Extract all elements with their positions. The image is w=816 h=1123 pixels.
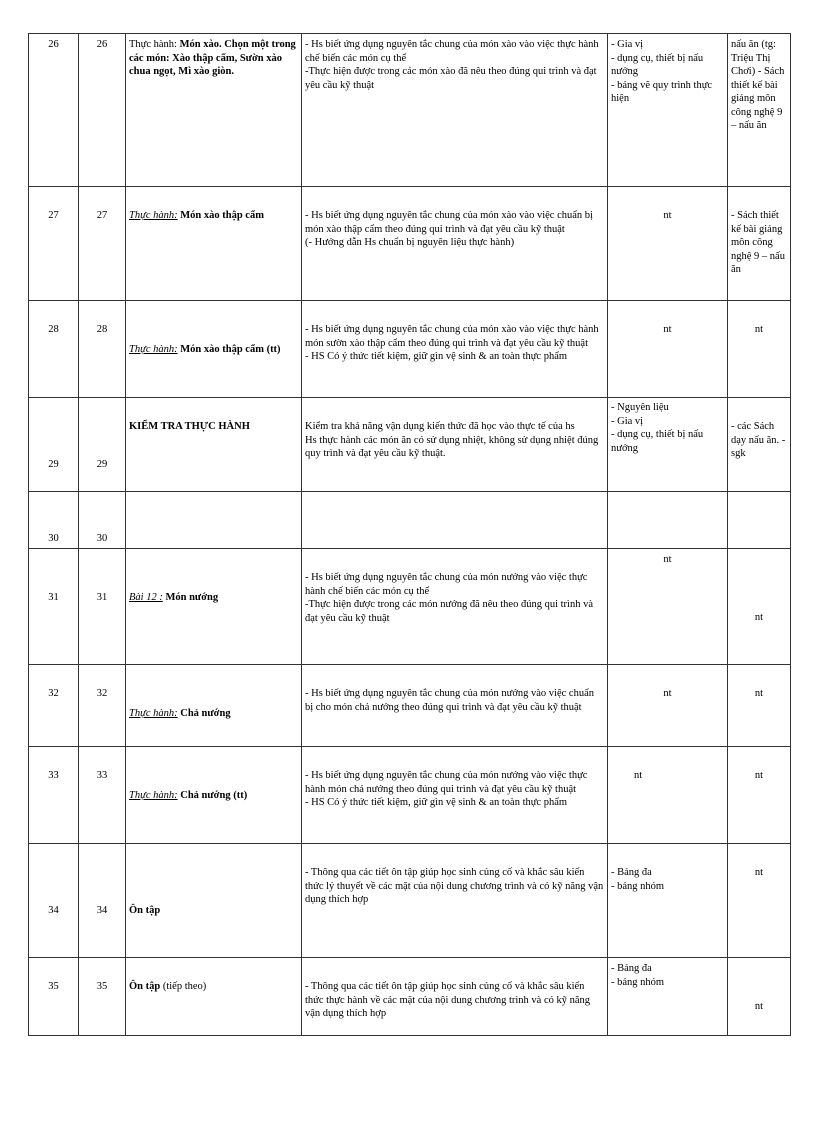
references: nt [754, 324, 764, 335]
lesson-name [129, 38, 298, 79]
period-number: 29 [96, 459, 108, 470]
period-number: 30 [96, 533, 108, 544]
lesson-prefix: Thực hành: [129, 708, 178, 719]
lesson-name [129, 980, 298, 994]
row-number: 32 [48, 688, 59, 699]
objective-line: - HS Có ý thức tiết kiệm, giữ gìn vệ sinh & an toàn thực phẩm [305, 351, 568, 362]
objective-line: - Hs biết ứng dụng nguyên tắc chung của món nướng vào việc chuẩn bị cho món chả nướng theo đúng qui trình và đạt yêu cầu kỹ thuật [305, 688, 594, 713]
table-row [29, 747, 791, 844]
material-line: - Bảng đa [611, 867, 652, 878]
table-row [29, 187, 791, 301]
lesson-name [129, 591, 298, 605]
lesson-name [129, 707, 298, 721]
materials: nt [634, 770, 643, 781]
references: nt [754, 688, 764, 699]
lesson-objectives [305, 38, 604, 92]
materials [611, 38, 724, 106]
lesson-objectives [305, 571, 604, 625]
material-line: - bảng nhóm [611, 880, 665, 892]
row-number: 26 [48, 39, 59, 50]
objective-line: -Thực hiện được trong các món xào đã nêu theo đúng qui trình và đạt yêu cầu kỹ thuật [305, 66, 597, 91]
materials: nt [663, 210, 672, 221]
material-line: - Bảng đa [611, 963, 652, 974]
row-number: 27 [48, 210, 59, 221]
materials: nt [663, 324, 672, 335]
lesson-name [129, 343, 298, 357]
references: nấu ăn (tg: Triệu Thị Chơi) - Sách thiết kế bài giảng môn công nghệ 9 – nấu ăn [731, 39, 785, 131]
table-row [29, 549, 791, 665]
lesson-objectives [305, 420, 604, 461]
period-number: 28 [96, 324, 108, 335]
table-row [29, 301, 791, 398]
material-line: - bảng nhóm [611, 976, 665, 988]
material-line: - bảng vẽ quy trình thực hiện [611, 79, 713, 104]
row-number: 31 [48, 592, 59, 603]
material-line: - Nguyên liệu [611, 402, 669, 413]
references: nt [754, 867, 764, 878]
lesson-objectives [305, 980, 604, 1021]
lesson-objectives [305, 866, 604, 907]
table-row [29, 398, 791, 492]
lesson-prefix: Thực hành: [129, 210, 178, 221]
lesson-title: Món xào thập cẩm (tt) [177, 344, 281, 355]
row-number: 28 [48, 324, 59, 335]
lesson-objectives [305, 323, 604, 364]
objective-line: (- Hướng dẫn Hs chuẩn bị nguyên liệu thực hành) [305, 237, 515, 248]
material-line: - Gia vị [611, 39, 644, 50]
objective-line: - Hs biết ứng dụng nguyên tắc chung của món xào vào việc thực hành chế biến các món cụ thể [305, 39, 599, 64]
table-row [29, 492, 791, 549]
lesson-name [129, 209, 298, 223]
period-number: 26 [96, 39, 108, 50]
materials: nt [663, 554, 672, 565]
row-number: 35 [48, 981, 59, 992]
objective-line: - Hs biết ứng dụng nguyên tắc chung của món nướng vào việc thực hành chế biến các món cụ thể [305, 572, 588, 597]
lesson-objectives [305, 687, 604, 714]
table-row [29, 665, 791, 747]
lesson-title: Chả nướng [177, 708, 231, 719]
table-row [29, 844, 791, 958]
lesson-prefix: Thực hành: [129, 790, 178, 801]
references: - Sách thiết kế bài giảng môn công nghệ 9 – nấu ăn [731, 210, 785, 275]
row-number: 29 [48, 459, 59, 470]
materials [611, 962, 724, 989]
objective-line: Hs thực hành các món ăn có sử dụng nhiệt, không sử dụng nhiệt đúng quy trình và đạt yêu cầu kỹ thuật. [305, 434, 599, 459]
lesson-objectives [305, 769, 604, 810]
objective-line: Kiểm tra khả năng vận dụng kiến thức đã học vào thực tế của hs [305, 421, 575, 432]
material-line: - Gia vị [611, 415, 644, 427]
lesson-title: Ôn tập [129, 905, 161, 916]
objective-line: - HS Có ý thức tiết kiệm, giữ gìn vệ sinh & an toàn thực phẩm [305, 797, 568, 808]
row-number: 33 [48, 770, 59, 781]
row-number: 30 [48, 533, 59, 544]
lesson-objectives [305, 209, 604, 250]
objective-line: - Hs biết ứng dụng nguyên tắc chung của món nướng vào việc thực hành món chả nướng theo đúng qui trình và đạt yêu cầu kỹ thuật [305, 770, 588, 795]
table-row [29, 958, 791, 1036]
materials: nt [663, 688, 672, 699]
lesson-suffix: (tiếp theo) [160, 981, 207, 992]
references: - các Sách dạy nấu ăn. - sgk [731, 421, 786, 459]
objective-line: - Hs biết ứng dụng nguyên tắc chung của món xào vào việc chuẩn bị món xào thập cẩm theo đúng qui trình và đạt yêu cầu kỹ thuật [305, 210, 593, 235]
lesson-title: Chả nướng (tt) [177, 790, 248, 801]
lesson-plan-table [28, 33, 791, 1036]
objective-line: - Thông qua các tiết ôn tập giúp học sinh củng cố và khắc sâu kiến thức thực hành về các mặt của nội dung chương trình và có kỹ năng vận dụng thích hợp [305, 981, 591, 1019]
period-number: 34 [96, 905, 108, 916]
materials [611, 401, 724, 455]
lesson-title: Món nướng [162, 592, 219, 603]
period-number: 35 [96, 981, 108, 992]
row-number: 34 [48, 905, 59, 916]
objective-line: - Hs biết ứng dụng nguyên tắc chung của món xào vào việc thực hành món sườn xào thập cẩm theo đúng qui trình và đạt yêu cầu kỹ thuật [305, 324, 599, 349]
objective-line: -Thực hiện được trong các món nướng đã nêu theo đúng qui trình và đạt yêu cầu kỹ thuật [305, 599, 593, 624]
table-row [29, 34, 791, 187]
material-line: - dụng cụ, thiết bị nấu nướng [611, 52, 704, 77]
lesson-name [129, 789, 298, 803]
lesson-title: Ôn tập [129, 981, 161, 992]
period-number: 32 [96, 688, 108, 699]
lesson-prefix: Thực hành: [129, 39, 180, 50]
lesson-prefix: Thực hành: [129, 344, 178, 355]
references: nt [754, 1001, 764, 1012]
period-number: 33 [96, 770, 108, 781]
materials [611, 866, 724, 893]
material-line: - dụng cụ, thiết bị nấu nướng [611, 429, 704, 454]
references: nt [754, 770, 764, 781]
lesson-title: KIỂM TRA THỰC HÀNH [129, 421, 250, 432]
lesson-title: Món xào thập cẩm [177, 210, 264, 221]
lesson-prefix: Bài 12 : [129, 592, 163, 603]
document-page [28, 33, 790, 1036]
objective-line: - Thông qua các tiết ôn tập giúp học sinh củng cố và khắc sâu kiến thức lý thuyết về các mặt của nội dung chương trình và có kỹ năng vận dụng thích hợp [305, 867, 604, 905]
references: nt [754, 612, 764, 623]
period-number: 31 [96, 592, 108, 603]
lesson-title: Món xào. Chọn một trong các món: Xào thập cẩm, Sườn xào chua ngọt, Mì xào giòn. [129, 39, 296, 77]
period-number: 27 [96, 210, 108, 221]
